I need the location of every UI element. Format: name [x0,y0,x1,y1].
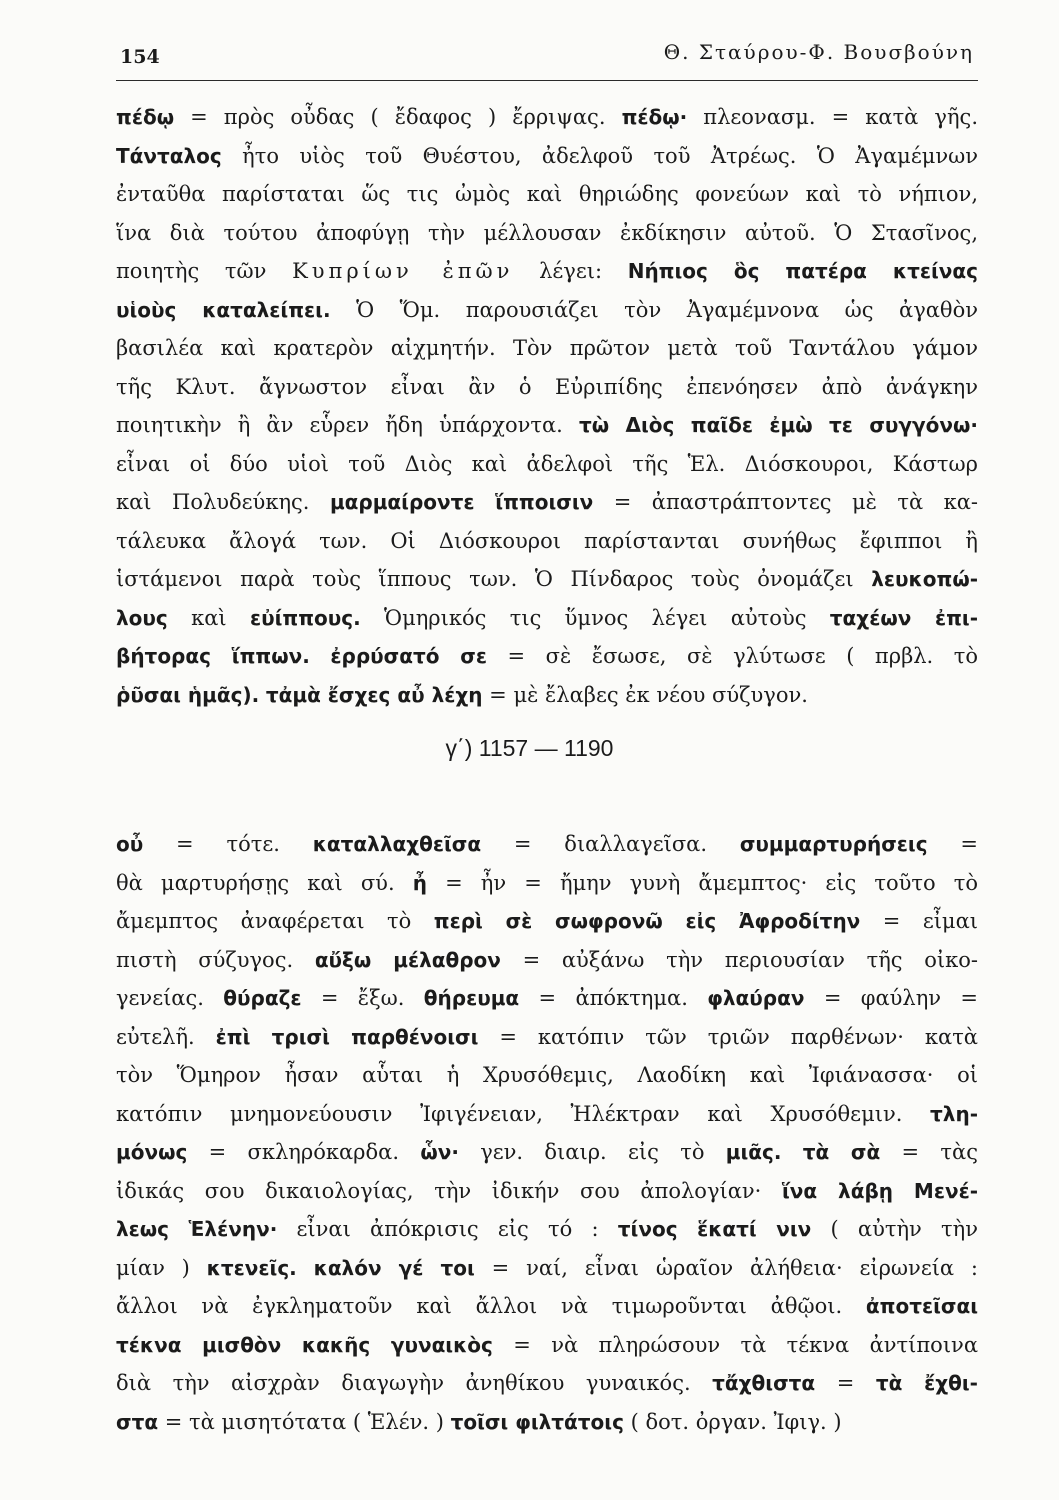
gloss-text [297,1256,314,1280]
text-line [116,214,978,253]
lemma-term: Τάνταλος [116,143,222,168]
text-line [116,406,978,445]
header-rule [116,80,978,81]
text-line [116,560,978,599]
gloss-text: θὰ μαρτυρήσῃς καὶ σύ. [116,870,413,895]
gloss-text: τῆς Κλυτ. ἄγνωστον εἶναι ἂν ὁ Εὐριπίδης ἐπενόησεν ἀπὸ ἀνάγκην [116,374,978,399]
lemma-term: τἄχθιστα [712,1371,816,1395]
gloss-text: ποιητὴς τῶν [116,259,293,283]
gloss-text: ἰδικάς σου δικαιολογίας, τὴν ἰδικήν σου ἀπολογίαν· [116,1178,782,1203]
commentary-paragraph-2 [116,825,978,1441]
gloss-text: ἄμεμπτος ἀναφέρεται τὸ [116,909,434,933]
lemma-term: τίνος ἕκατί νιν [617,1217,812,1241]
gloss-text: ἵνα διὰ τούτου ἀποφύγῃ τὴν μέλλουσαν ἐκδίκησιν αὐτοῦ. Ὁ Στασῖνος, [116,220,978,245]
text-line [116,1133,978,1172]
text-line [116,175,978,214]
gloss-text: πλεονασμ. = κατὰ γῆς. [687,105,978,129]
text-line [116,1326,978,1365]
gloss-text: ἱστάμενοι παρὰ τοὺς ἵππους των. Ὁ Πίνδαρος τοὺς ὀνομάζει [116,567,872,591]
lemma-term: θύραζε [223,986,302,1010]
gloss-text: εὐτελῆ. [116,1024,216,1049]
commentary-paragraph-1 [116,98,978,714]
lemma-term: υἱοὺς καταλείπει. [116,297,331,322]
lemma-term: τοῖσι φιλτάτοις [450,1409,624,1434]
lemma-term: ῥῦσαι ἡμᾶς). [116,682,260,707]
gloss-text: = μὲ ἔλαβες ἐκ νέου σύζυγον. [482,682,808,707]
gloss-text: = εἶμαι [860,909,978,933]
gloss-text: = [927,832,978,856]
lemma-term: μαρμαίροντε ἵπποισιν [329,490,594,514]
lemma-term: οὖ [116,832,144,856]
gloss-text [310,644,331,668]
lemma-term: ὧν· [420,1140,459,1164]
text-line [116,1403,978,1442]
gloss-text: = ἔξω. [301,986,424,1010]
gloss-text: πιστὴ σύζυγος. [116,947,315,972]
lemma-term: συμμαρτυρήσεις [739,832,928,856]
text-line [116,1287,978,1326]
gloss-text: ἐνταῦθα παρίσταται ὥς τις ὠμὸς καὶ θηριώδης φονεύων καὶ τὸ νήπιον, [116,182,978,206]
lemma-term: φλαύραν [707,986,805,1010]
gloss-text: = σὲ ἔσωσε, σὲ γλύτωσε ( πρβλ. τὸ [487,644,978,668]
lemma-term: μιᾶς. [725,1140,782,1164]
lemma-term: λους [116,605,168,630]
text-line [116,979,978,1018]
text-line [116,1018,978,1057]
gloss-text: ἄλλοι νὰ ἐγκληματοῦν καὶ ἄλλοι νὰ τιμωροῦνται ἀθῷοι. [116,1294,866,1318]
lemma-term: λεως Ἑλένην· [116,1217,278,1241]
lemma-term: περὶ σὲ σωφρονῶ εἰς Ἀφροδίτην [433,909,861,933]
lemma-term: τὰ σὰ [802,1140,881,1164]
gloss-text: = φαύλην = [804,986,978,1010]
gloss-text: διὰ τὴν αἰσχρὰν διαγωγὴν ἀνηθίκου γυναικός. [116,1371,713,1395]
gloss-text: ( αὐτὴν τὴν [811,1217,978,1241]
lemma-term: ἀποτεῖσαι [865,1294,978,1318]
lemma-term: αὔξω μέλαθρον [314,947,501,972]
gloss-text: = πρὸς οὖδας ( ἔδαφος ) ἔρριψας. [174,105,622,129]
text-line [116,1249,978,1288]
gloss-text: = αὐξάνω τὴν περιουσίαν τῆς οἰκο- [500,947,978,972]
gloss-text: = τὰ μισητότατα ( Ἑλέν. ) [158,1409,451,1434]
text-line [116,252,978,291]
gloss-text: ποιητικὴν ἢ ἂν εὗρεν ἤδη ὑπάρχοντα. [116,413,579,437]
lemma-term: Νήπιος ὃς πατέρα κτείνας [627,259,978,283]
gloss-text: = ναί, εἶναι ὡραῖον ἀλήθεια· εἰρωνεία : [474,1255,978,1280]
running-head: Θ. Σταύρου-Φ. Βουσβούνη [663,40,974,64]
lemma-term: μόνως [116,1140,188,1164]
gloss-text: καὶ [167,605,250,630]
text-line [116,522,978,561]
text-line [116,329,978,368]
gloss-text: τὸν Ὅμηρον ἦσαν αὗται ἡ Χρυσόθεμις, Λαοδίκη καὶ Ἰφιάνασσα· οἱ [116,1063,978,1087]
text-line [116,599,978,638]
text-line [116,1364,978,1403]
gloss-text: = κατόπιν τῶν τριῶν παρθένων· κατὰ [478,1024,978,1049]
gloss-text: εἶναι οἱ δύο υἱοὶ τοῦ Διὸς καὶ ἀδελφοὶ τῆς Ἑλ. Διόσκουροι, Κάστωρ [116,451,978,476]
text-line [116,676,978,715]
text-line [116,98,978,137]
gloss-text: = [815,1371,876,1395]
lemma-term: τὼ Διὸς παῖδε ἐμὼ τε συγγόνω· [578,413,978,437]
lemma-term: βήτορας ἵππων. [116,644,310,668]
lemma-term: θήρευμα [423,986,520,1010]
page-header [116,30,978,80]
lemma-term: πέδῳ [116,105,175,129]
gloss-text: = ἦν = ἤμην γυνὴ ἄμεμπτος· εἰς τοῦτο τὸ [426,870,978,895]
gloss-text: γεν. διαιρ. εἰς τὸ [458,1140,726,1164]
lemma-term: τἀμὰ ἔσχες αὖ λέχη [265,682,483,707]
gloss-text: = ἀπαστράπτοντες μὲ τὰ κα- [593,490,978,514]
gloss-text: λέγει: [513,259,628,283]
gloss-text: γενείας. [116,986,224,1010]
lemma-term: τλη- [930,1101,978,1126]
lemma-term: τὰ ἔχθι- [875,1371,978,1395]
lemma-term: ἐπὶ τρισὶ παρθένοισι [215,1024,479,1049]
section-heading: γ΄) 1157 — 1190 [445,735,614,761]
lemma-term: καταλλαχθεῖσα [312,832,482,856]
gloss-text: μίαν ) [116,1255,207,1280]
lemma-term: καλόν γέ τοι [313,1255,475,1280]
page-number: 154 [120,46,160,68]
gloss-text: ( δοτ. ὀργαν. Ἰφιγ. ) [623,1409,842,1434]
lemma-term: πέδῳ· [621,105,688,129]
gloss-text: = τὰς [880,1140,978,1164]
lemma-term: κτενεῖς. [206,1255,297,1280]
gloss-text: = διαλλαγεῖσα. [481,832,740,856]
gloss-text: = ἀπόκτημα. [519,986,708,1010]
lemma-term: ταχέων ἐπι- [829,605,978,630]
text-line [116,902,978,941]
text-line [116,1056,978,1095]
text-line [116,941,978,980]
text-line [116,1210,978,1249]
gloss-text [781,1140,802,1164]
lemma-term: ἦ [412,870,427,895]
lemma-term: στα [116,1409,159,1434]
gloss-text: βασιλέα καὶ κρατερὸν αἰχμητήν. Τὸν πρῶτον μετὰ τοῦ Ταντάλου γάμον [116,336,978,360]
gloss-text: = σκληρόκαρδα. [187,1140,421,1164]
text-line [116,291,978,330]
text-line [116,1172,978,1211]
text-line [116,483,978,522]
text-line [116,445,978,484]
gloss-text: Ὁμηρικός τις ὕμνος λέγει αὐτοὺς [360,605,830,630]
text-line [116,637,978,676]
text-line [116,825,978,864]
text-line [116,368,978,407]
gloss-text: τάλευκα ἄλογά των. Οἱ Διόσκουροι παρίστανται συνήθως ἔφιπποι ἢ [116,528,978,553]
lemma-term: λευκοπώ- [871,567,978,591]
lemma-term: ἵνα λάβῃ Μενέ- [781,1178,978,1203]
lemma-term: εὐίππους. [249,605,361,630]
gloss-text: Ὁ Ὅμ. παρουσιάζει τὸν Ἀγαμέμνονα ὡς ἀγαθὸν [330,297,978,322]
gloss-text: ἦτο υἱὸς τοῦ Θυέστου, ἀδελφοῦ τοῦ Ἀτρέως. Ὁ Ἀγαμέμνων [221,143,978,168]
lemma-term: ἐρρύσατό σε [330,644,487,668]
lemma-term: τέκνα μισθὸν κακῆς γυναικὸς [116,1332,493,1357]
gloss-text: καὶ Πολυδεύκης. [116,490,330,514]
gloss-text: = νὰ πληρώσουν τὰ τέκνα ἀντίποινα [492,1332,978,1357]
text-line [116,1095,978,1134]
text-line [116,864,978,903]
gloss-text: κατόπιν μνημονεύουσιν Ἰφιγένειαν, Ἠλέκτραν καὶ Χρυσόθεμιν. [116,1101,931,1126]
gloss-text: εἶναι ἀπόκρισις εἰς τό : [277,1217,618,1241]
text-line [116,137,978,176]
gloss-text: Κυπρίων ἐπῶν [292,259,514,283]
gloss-text [259,683,266,707]
gloss-text: = τότε. [143,832,313,856]
